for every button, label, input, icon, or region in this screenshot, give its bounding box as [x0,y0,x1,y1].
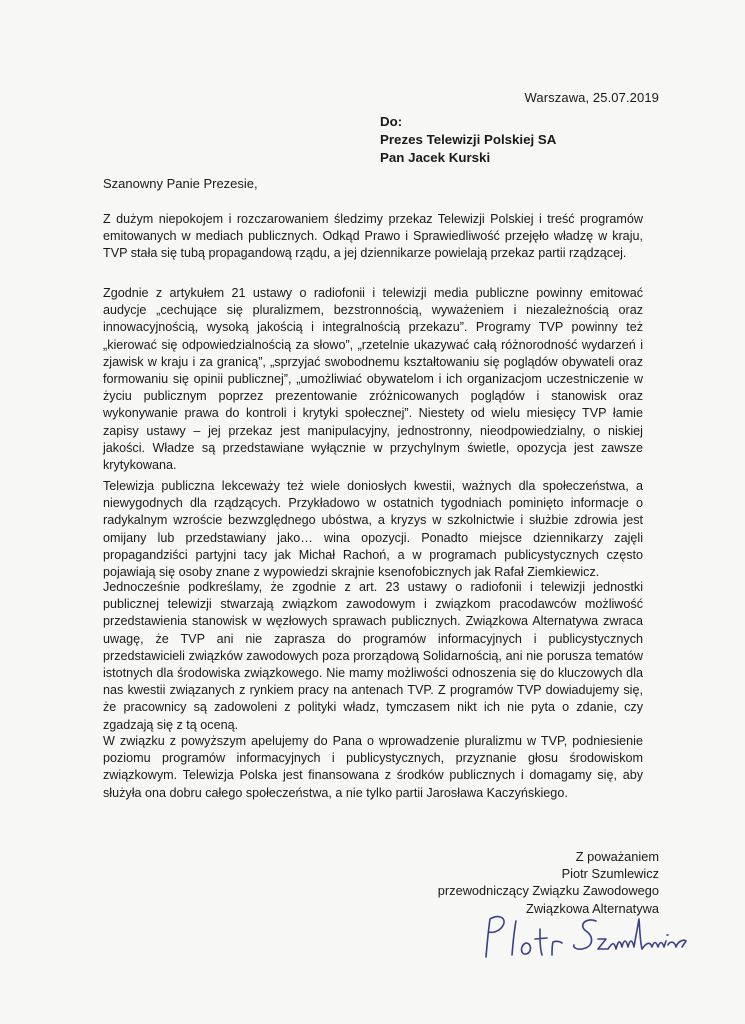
to-label: Do: [380,114,403,129]
paragraph-5-block [103,733,643,802]
letter-date: Warszawa, 25.07.2019 [524,90,659,105]
signer-organization: Związkowa Alternatywa [526,900,659,916]
handwritten-signature [478,905,698,965]
signer-name: Piotr Szumlewicz [561,866,659,882]
signer-title: przewodniczący Związku Zawodowego [437,883,659,899]
paragraph-1-block [103,211,643,263]
paragraph-4-block [103,579,643,734]
paragraph: Telewizja publiczna lekceważy też wiele doniosłych kwestii, ważnych dla społeczeństwa, a niewygodnych dla rządzących. Przykładowo w ostatnich tygodniach pominięto informacje o radykalnym wzroście bezwzględnego ubóstwa, a kryzys w szkolnictwie i służbie zdrowia jest omijany lub przedstawiany jako… wina opozycji. Ponadto miejsce dziennikarzy zajęli propagandziści partyjni tacy jak Michał Rachoń, a w programach publicystycznych często pojawiają się osoby znane z wypowiedzi skrajnie ksenofobicznych jak Rafał Ziemkiewicz. [103,479,643,580]
paragraph-2-block [103,285,643,474]
paragraph: Zgodnie z artykułem 21 ustawy o radiofonii i telewizji media publiczne powinny emitować audycje „cechujące się pluralizmem, bezstronnością, wyważeniem i niezależnością oraz innowacyjnością, wysoką jakością i integralnością przekazu”. Programy TVP powinny też „kierować się odpowiedzialnością za słowo”, „rzetelnie ukazywać całą różnorodność wydarzeń i zjawisk w kraju i za granicą”, „sprzyjać swobodnemu kształtowaniu się poglądów obywateli oraz formowaniu się opinii publicznej”, „umożliwiać obywatelom i ich organizacjom uczestniczenie w życiu publicznym poprzez prezentowanie zróżnicowanych poglądów i stanowisk oraz wykonywanie prawa do kontroli i krytyki społecznej”. Niestety od wielu miesięcy TVP łamie zapisy ustawy – jej przekaz jest manipulacyjny, jednostronny, nieodpowiedzialny, o niskiej jakości. Władze są przedstawiane wyłącznie w przychylnym świetle, opozycja jest zawsze krytykowana. [103,286,643,473]
closing-phrase: Z poważaniem [575,849,659,864]
salutation: Szanowny Panie Prezesie, [103,176,258,191]
addressee-block [380,113,556,167]
paragraph-3-block [103,478,643,581]
recipient-line-1: Prezes Telewizji Polskiej SA [380,132,557,147]
recipient-line-2: Pan Jacek Kurski [380,150,491,165]
paragraph: Jednocześnie podkreślamy, że zgodnie z art. 23 ustawy o radiofonii i telewizji jednostki publicznej telewizji stwarzają związkom zawodowym i związkom pracodawców możliwość przedstawienia stanowisk w węzłowych sprawach publicznych. Związkowa Alternatywa zwraca uwagę, że TVP ani nie zaprasza do programów informacyjnych i publicystycznych przedstawicieli związków zawodowych poza prorządową Solidarnością, ani nie porusza tematów istotnych dla środowiska związkowego. Nie mamy możliwości odnoszenia się do kluczowych dla nas kwestii związanych z rynkiem pracy na antenach TVP. Z programów TVP dowiadujemy się, że pracownicy są zadowoleni z polityki władz, tymczasem nikt ich nie pyta o zdanie, czy zgadzają się z tą oceną. [103,580,643,732]
paragraph: W związku z powyższym apelujemy do Pana o wprowadzenie pluralizmu w TVP, podniesienie poziomu programów informacyjnych i publicystycznych, przyznanie głosu środowiskom związkowym. Telewizja Polska jest finansowana z środków publicznych i domagamy się, aby służyła ona dobru całego społeczeństwa, a nie tylko partii Jarosława Kaczyńskiego. [103,734,643,800]
paragraph: Z dużym niepokojem i rozczarowaniem śledzimy przekaz Telewizji Polskiej i treść programów emitowanych w mediach publicznych. Odkąd Prawo i Sprawiedliwość przejęło władzę w kraju, TVP stała się tubą propagandową rządu, a jej dziennikarze powielają przekaz partii rządzącej. [103,212,643,261]
